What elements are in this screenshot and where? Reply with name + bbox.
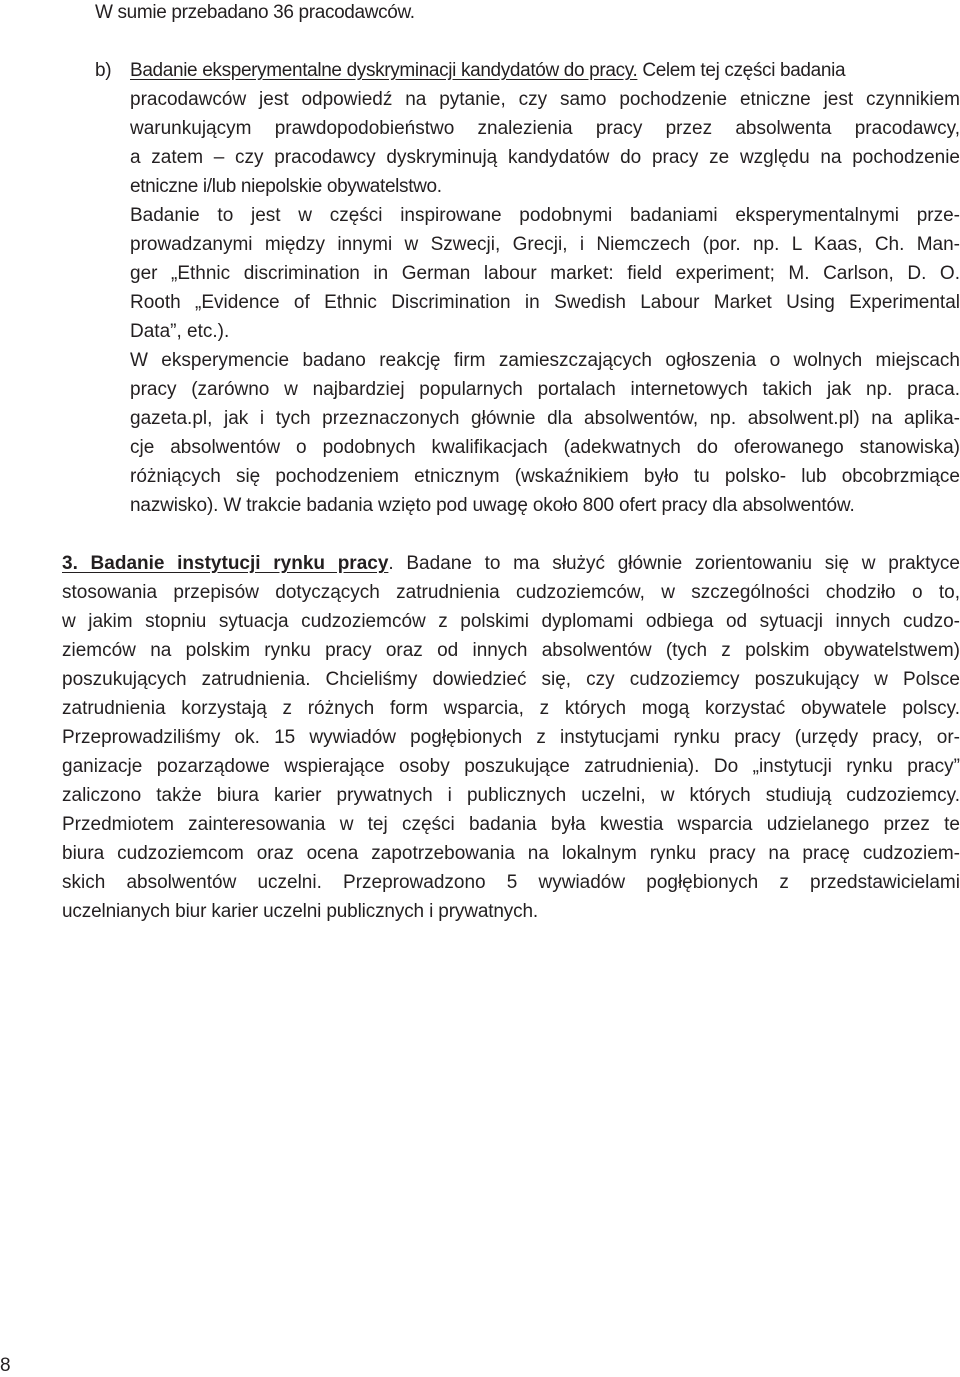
section-b-p2-line: Data”, etc.). — [130, 321, 230, 342]
section-3-title: 3. Badanie instytucji rynku pracy — [62, 553, 389, 574]
section-b-line: warunkującym prawdopodobieństwo znalezienia pracy przez absolwenta pracodawcy, — [130, 118, 960, 139]
section-3-first-line-rest: . Badane to ma służyć głównie zorientowaniu się w praktyce — [388, 553, 960, 574]
section-3-line: biura cudzoziemcom oraz ocena zapotrzebowania na lokalnym rynku pracy na pracę cudzoziem- — [62, 843, 960, 864]
section-b-first-line-rest: Celem tej części badania — [642, 60, 846, 81]
section-b-p3-line: gazeta.pl, jak i tych przeznaczonych głównie dla absolwentów, np. absolwent.pl) na aplika- — [130, 408, 960, 429]
section-3-line: stosowania przepisów dotyczących zatrudnienia cudzoziemców, w szczególności chodziło o to, — [62, 582, 960, 603]
section-3-first-line — [62, 551, 960, 577]
section-3-line: uczelnianych biur karier uczelni publicznych i prywatnych. — [62, 901, 539, 922]
section-3-line: ziemców na polskim rynku pracy oraz od innych absolwentów (tych z polskim obywatelstwem) — [62, 640, 960, 661]
section-3-line: Przedmiotem zainteresowania w tej części badania była kwestia wsparcia udzielanego przez te — [62, 814, 960, 835]
section-3-line: ganizacje pozarządowe wspierające osoby poszukujące zatrudnienia). Do „instytucji rynku pracy” — [62, 756, 960, 777]
intro-line: W sumie przebadano 36 pracodawców. — [95, 2, 415, 23]
section-b-p3-line: nazwisko). W trakcie badania wzięto pod uwagę około 800 ofert pracy dla absolwentów. — [130, 495, 855, 516]
section-b-p3-line: cje absolwentów o podobnych kwalifikacjach (adekwatnych do oferowanego stanowiska) — [130, 437, 960, 458]
section-b-p2-line: Badanie to jest w części inspirowane podobnymi badaniami eksperymentalnymi prze- — [130, 205, 960, 226]
section-3-line: Przeprowadziliśmy ok. 15 wywiadów pogłębionych z instytucjami rynku pracy (urzędy pracy, or- — [62, 727, 960, 748]
section-3-line: zatrudnienia korzystają z różnych form wsparcia, z których mogą korzystać obywatele polscy. — [62, 698, 960, 719]
section-b-p3-line: W eksperymencie badano reakcję firm zamieszczających ogłoszenia o wolnych miejscach — [130, 350, 960, 371]
section-b-line: pracodawców jest odpowiedź na pytanie, czy samo pochodzenie etniczne jest czynnikiem — [130, 89, 960, 110]
section-b-label: b) — [95, 60, 112, 81]
section-b-p3-line: różniących się pochodzeniem etnicznym (wskaźnikiem było tu polsko- lub obcobrzmiące — [130, 466, 960, 487]
section-b-line: etniczne i/lub niepolskie obywatelstwo. — [130, 176, 442, 197]
page-number: 8 — [0, 1355, 11, 1376]
section-3-line: skich absolwentów uczelni. Przeprowadzono 5 wywiadów pogłębionych z przedstawicielami — [62, 872, 960, 893]
section-3-line: w jakim stopniu sytuacja cudzoziemców z polskimi dyplomami odbiega od sytuacji innych cudzo- — [62, 611, 960, 632]
section-3-line: zaliczono także biura karier prywatnych i publicznych uczelni, w których studiują cudzoziemcy. — [62, 785, 960, 806]
section-3-line: poszukujących zatrudnienia. Chcieliśmy dowiedzieć się, czy cudzoziemcy poszukujący w Polsce — [62, 669, 960, 690]
section-b-p2-line: ger „Ethnic discrimination in German labour market: field experiment; M. Carlson, D. O. — [130, 263, 960, 284]
section-b-p2-line: prowadzanymi między innymi w Szwecji, Grecji, i Niemczech (por. np. L Kaas, Ch. Man- — [130, 234, 960, 255]
section-b-p2-line: Rooth „Evidence of Ethnic Discrimination in Swedish Labour Market Using Experimental — [130, 292, 960, 313]
section-b-first-line — [130, 58, 960, 84]
section-b-p3-line: pracy (zarówno w najbardziej popularnych portalach internetowych takich jak np. praca. — [130, 379, 960, 400]
section-b-title: Badanie eksperymentalne dyskryminacji kandydatów do pracy. — [130, 60, 638, 81]
section-b-line: a zatem – czy pracodawcy dyskryminują kandydatów do pracy ze względu na pochodzenie — [130, 147, 960, 168]
